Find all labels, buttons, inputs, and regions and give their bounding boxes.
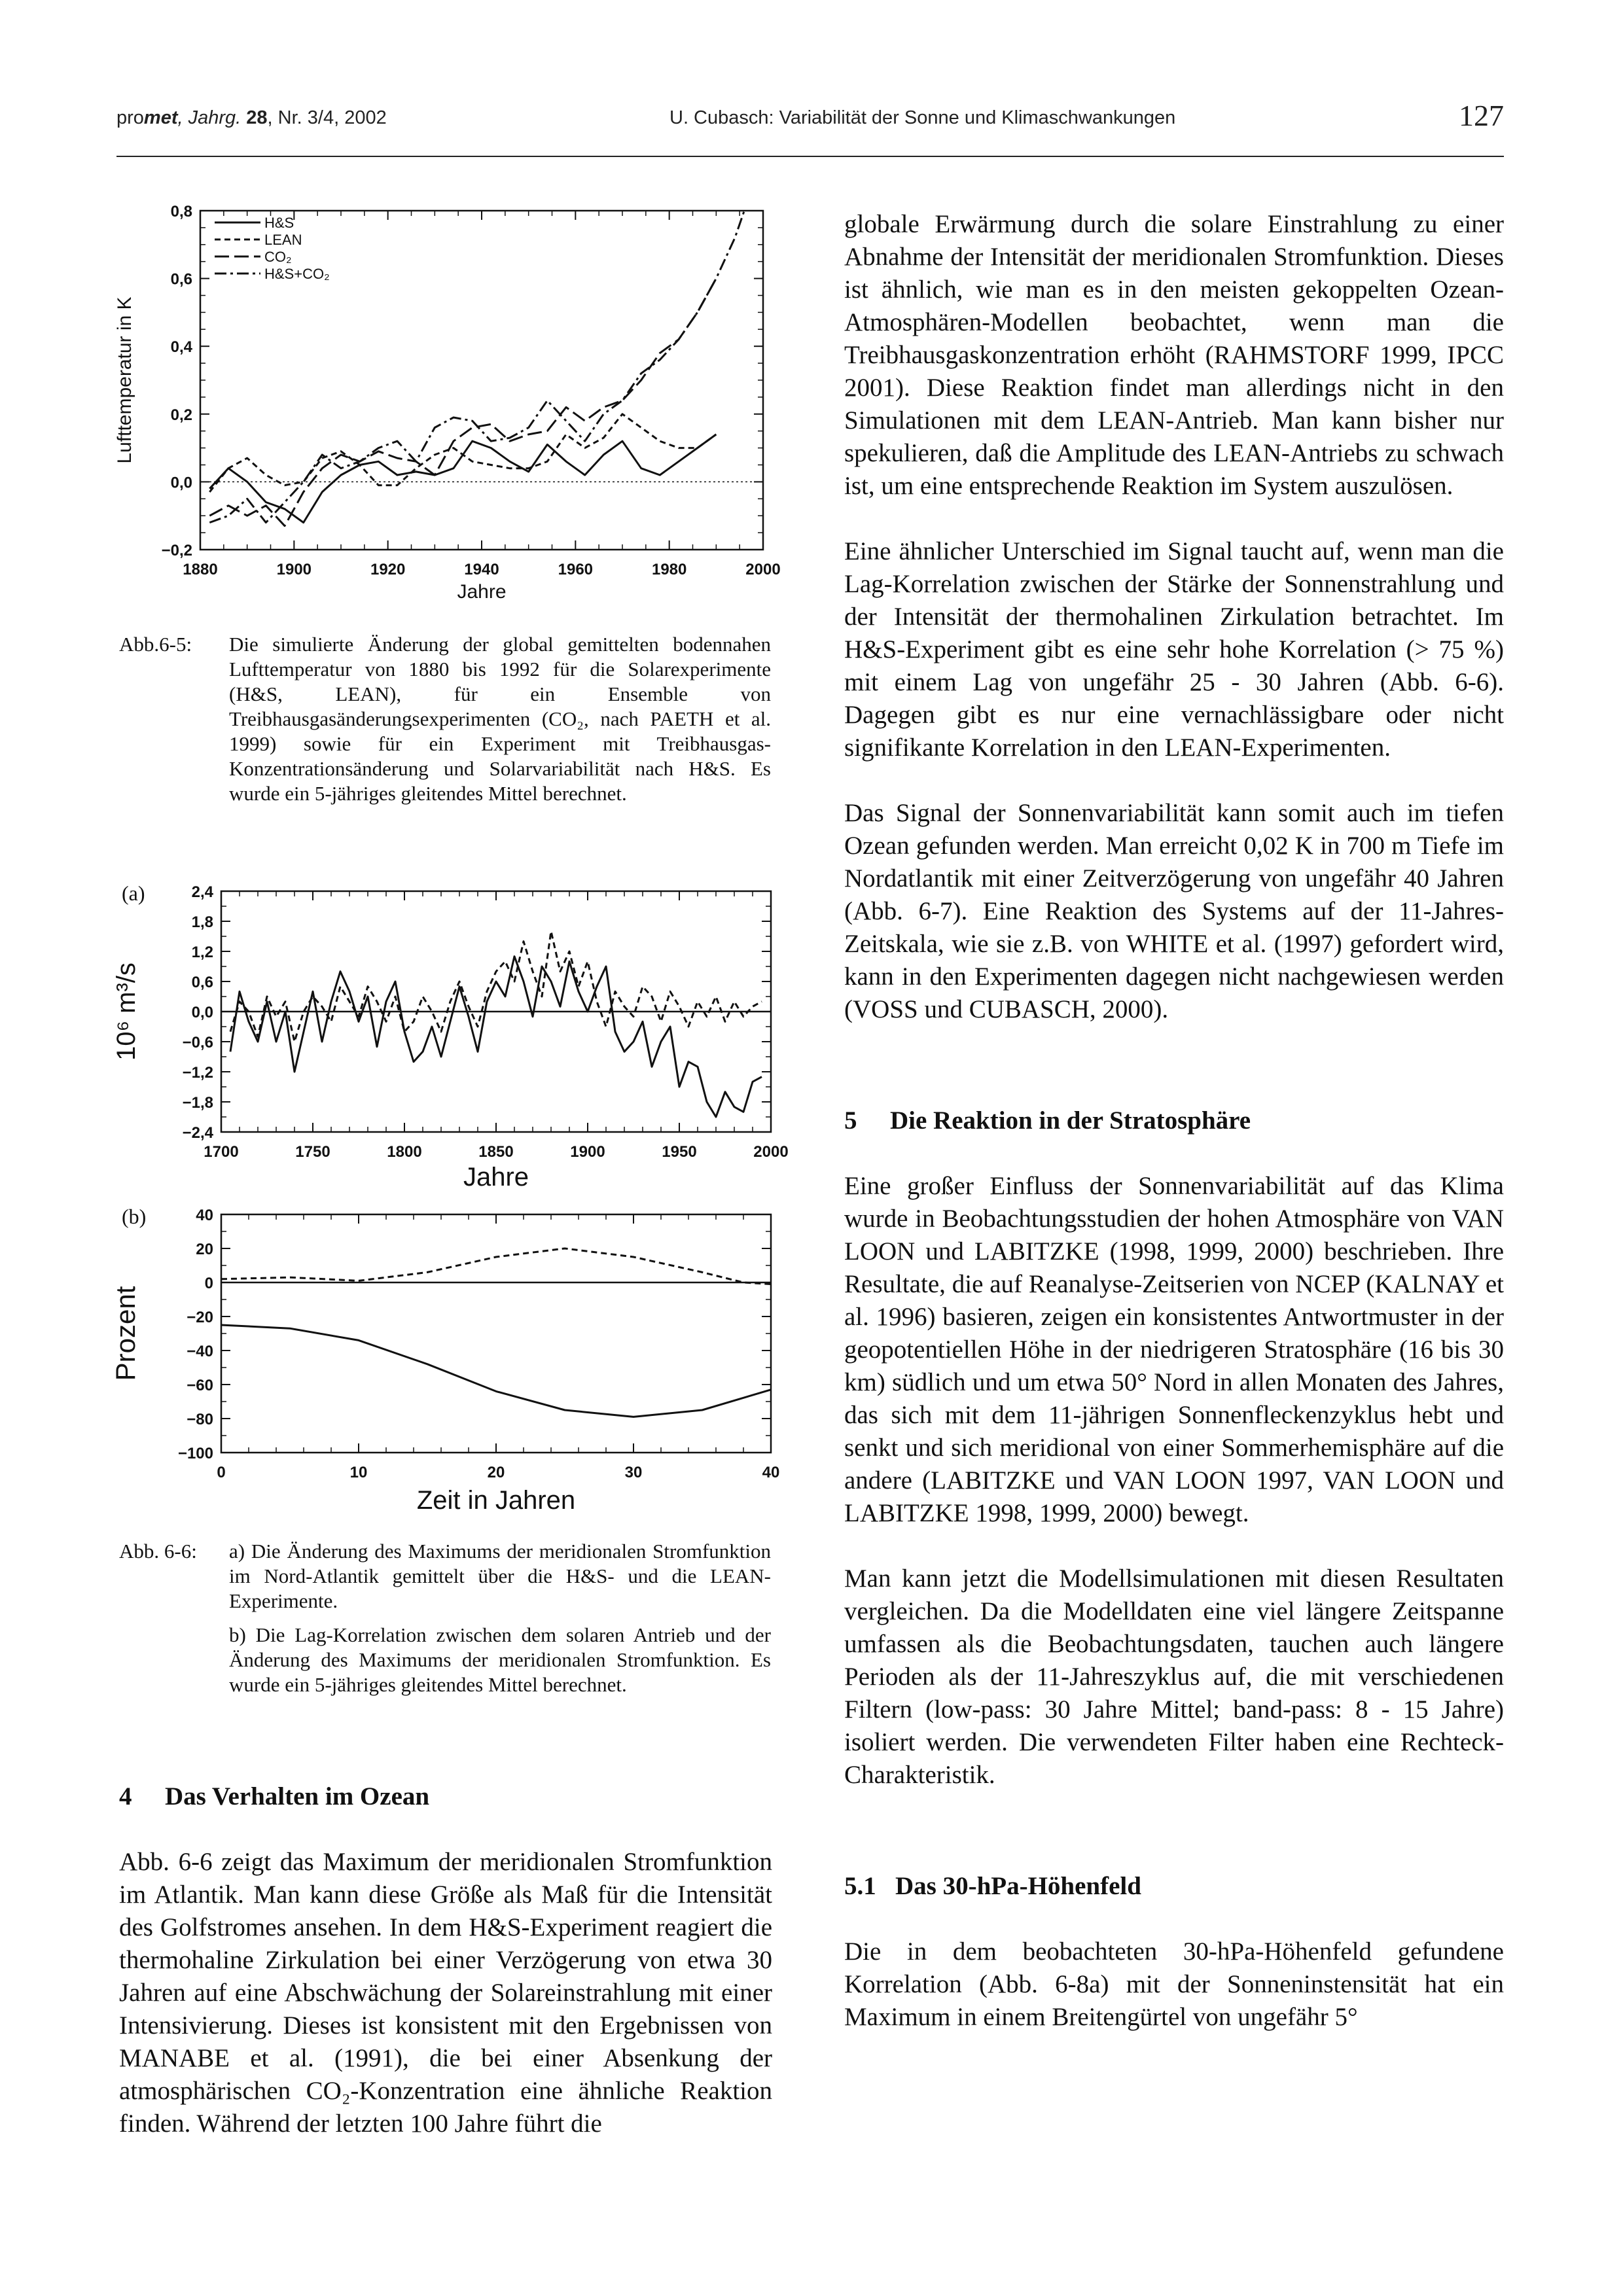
x-tick-label: 1750 <box>295 1143 330 1161</box>
section-heading-4: 4 Das Verhalten im Ozean <box>119 1782 430 1810</box>
page-header <box>116 98 1504 157</box>
y-tick-label: −100 <box>177 1445 213 1462</box>
paragraph: Man kann jetzt die Modellsimulationen mit diesen Resultaten vergleichen. Da die Modelldaten eine viel längere Zeitspanne umfassen als die Beobachtungsdaten, tauchen auch längere Perioden als der 11-Jahreszyklus auf, die mit verschiedenen Filtern (low-pass: 30 Jahre Mittel; band-pass: 8 - 15 Jahre) isoliert werden. Die verwendeten Filter haben eine Rechteck-Charakteristik. <box>844 1564 1504 1789</box>
page-number: 127 <box>1459 99 1504 132</box>
figure-6-5-caption <box>119 632 774 828</box>
y-tick-label: 0 <box>204 1275 213 1292</box>
series-line <box>230 931 762 1042</box>
series-line <box>209 414 716 492</box>
x-tick-label: 10 <box>349 1464 368 1481</box>
x-tick-label: 30 <box>624 1464 643 1481</box>
x-tick-label: 1880 <box>183 561 218 578</box>
caption-label: Abb. 6-6: <box>119 1540 197 1563</box>
y-axis-label: 10⁶ m³/s <box>112 963 141 1061</box>
caption-text-b: b) Die Lag-Korrelation zwischen dem solaren Antrieb und der Änderung des Maximums der meridionalen Stromfunktion. Es wurde ein 5-jähriges gleitendes Mittel berechnet. <box>229 1623 771 1696</box>
series-line <box>221 1248 771 1284</box>
x-tick-label: 2000 <box>745 561 781 578</box>
y-tick-label: 20 <box>196 1241 213 1258</box>
x-tick-label: 40 <box>762 1464 780 1481</box>
x-axis-label: Zeit in Jahren <box>416 1486 576 1515</box>
y-tick-label: −80 <box>187 1411 213 1428</box>
x-tick-label: 1800 <box>387 1143 422 1161</box>
series-line <box>209 434 716 523</box>
x-tick-label: 20 <box>487 1464 505 1481</box>
caption-label: Abb.6-5: <box>119 633 192 656</box>
left-column <box>119 1780 772 2140</box>
plot-frame <box>221 1214 771 1453</box>
y-tick-label: −1,8 <box>182 1094 213 1112</box>
y-tick-label: 0,0 <box>170 474 192 492</box>
y-tick-label: 1,8 <box>191 913 213 931</box>
temperature-chart <box>116 203 797 622</box>
y-tick-label: −20 <box>187 1309 213 1326</box>
paragraph: Die in dem beobachteten 30-hPa-Höhenfeld gefundene Korrelation (Abb. 6-8a) mit der Sonneninstensität hat ein Maximum in einem Breitengürtel von ungefähr 5° <box>844 1937 1504 2031</box>
panel-label: (b) <box>122 1205 147 1228</box>
y-tick-label: 0,6 <box>170 270 192 289</box>
caption-text-a: a) Die Änderung des Maximums der meridionalen Stromfunktion im Nord-Atlantik gemittelt über die H&S- und die LEAN-Experimente. <box>229 1540 771 1612</box>
x-tick-label: 1900 <box>276 561 312 578</box>
caption-text: Die simulierte Änderung der global gemittelten bodennahen Lufttemperatur von 1880 bis 1992 für die Solarexperimente (H&S, LEAN), für ein Ensemble von Treibhausgasänderungsexperimenten (CO₂, nach PAETH et al. 1999) sowie für ein Experiment mit Treibhausgas-Konzentrationsänderung und Solarvariabilität nach H&S. Es wurde ein 5-jähriges gleitendes Mittel berechnet. <box>229 633 771 805</box>
y-tick-label: −2,4 <box>182 1124 213 1142</box>
y-tick-label: −0,2 <box>161 542 192 559</box>
series-line <box>221 1325 771 1417</box>
x-tick-label: 1920 <box>370 561 406 578</box>
lag-correlation-chart <box>110 1197 797 1538</box>
paragraph: globale Erwärmung durch die solare Einstrahlung zu einer Abnahme der Intensität der meridionalen Stromfunktion. Dieses ist ähnlich, wie man es in den meisten gekoppelten Ozean-Atmosphären-Modellen beobachtet, wenn man die Treibhausgaskonzentration erhöht (RAHMSTORF 1999, IPCC 2001). Diese Reaktion findet man allerdings nicht in den Simulationen mit dem LEAN-Antrieb. Man kann bisher nur spekulieren, daß die Amplitude des LEAN-Antriebs zu schwach ist, um eine entsprechende Reaktion im System auszulösen. <box>844 210 1504 500</box>
x-tick-label: 0 <box>217 1464 226 1481</box>
legend-entry: H&S+CO₂ <box>264 266 330 282</box>
paragraph: Eine ähnlicher Unterschied im Signal taucht auf, wenn man die Lag-Korrelation zwischen der Stärke der Sonnenstrahlung und der Intensität der thermohalinen Zirkulation betrachtet. Im H&S-Experiment gibt es eine sehr hohe Korrelation (> 75 %) mit einem Lag von ungefähr 25 - 30 Jahren (Abb. 6-6). Dagegen gibt es nur eine vernachlässigbare oder nicht signifikante Korrelation in den LEAN-Experimenten. <box>844 537 1504 762</box>
figure-6-6b <box>110 1197 797 1538</box>
y-axis-label: Lufttemperatur in K <box>114 296 135 464</box>
panel-label: (a) <box>122 881 145 905</box>
legend-entry: LEAN <box>264 232 302 248</box>
right-column <box>844 208 1504 2034</box>
x-tick-label: 1960 <box>558 561 594 578</box>
y-tick-label: −40 <box>187 1343 213 1360</box>
legend-entry: H&S <box>264 215 294 231</box>
y-tick-label: 0,6 <box>191 974 213 991</box>
y-axis-label: Prozent <box>110 1286 141 1381</box>
y-tick-label: −1,2 <box>182 1064 213 1082</box>
x-tick-label: 1850 <box>478 1143 514 1161</box>
figure-6-6-caption <box>119 1539 774 1735</box>
paragraph: Eine großer Einfluss der Sonnenvariabilität auf das Klima wurde in Beobachtungsstudien der hohen Atmosphäre von VAN LOON und LABITZKE (1998, 1999, 2000) beschrieben. Ihre Resultate, die auf Reanalyse-Zeitserien von NCEP (KALNAY et al. 1996) basieren, zeigen ein konsistentes Antwortmuster in der geopotentiellen Höhe in der niedrigeren Stratosphäre (16 bis 30 km) südlich und um etwa 50° Nord in allen Monaten des Jahres, das sich mit dem 11-jährigen Sonnenfleckenzyklus hebt und senkt und sich meridional von einer Sommerhemisphäre auf die andere (LABITZKE und VAN LOON 1997, VAN LOON und LABITZKE 1998, 1999, 2000) bewegt. <box>844 1172 1504 1527</box>
y-tick-label: −60 <box>187 1377 213 1394</box>
figure-6-6a <box>112 870 797 1197</box>
y-tick-label: 1,2 <box>191 944 213 961</box>
x-tick-label: 1980 <box>651 561 687 578</box>
y-tick-label: 2,4 <box>191 883 213 901</box>
x-tick-label: 2000 <box>753 1143 789 1161</box>
y-tick-label: 0,0 <box>191 1004 213 1021</box>
series-line <box>230 957 762 1117</box>
paragraph: Das Signal der Sonnenvariabilität kann somit auch im tiefen Ozean gefunden werden. Man erreicht 0,02 K in 700 m Tiefe im Nordatlantik mit einer Zeitverzögerung von ungefähr 40 Jahren (Abb. 6-7). Eine Reaktion des Systems auf der 11-Jahres-Zeitskala, wie sie z.B. von WHITE et al. (1997) gefordert wird, kann in den Experimenten dagegen nicht nachgewiesen werden (VOSS und CUBASCH, 2000). <box>844 799 1504 1023</box>
y-tick-label: 40 <box>196 1207 213 1224</box>
legend-entry: CO₂ <box>264 249 292 265</box>
y-tick-label: −0,6 <box>182 1034 213 1051</box>
section-heading-5-1: 5.1 Das 30-hPa-Höhenfeld <box>844 1872 1141 1900</box>
figure-6-5 <box>116 203 797 622</box>
y-tick-label: 0,8 <box>170 203 192 221</box>
x-axis-label: Jahre <box>457 581 507 603</box>
running-title: U. Cubasch: Variabilität der Sonne und Klimaschwankungen <box>669 107 1176 128</box>
x-tick-label: 1940 <box>464 561 499 578</box>
x-tick-label: 1900 <box>570 1143 605 1161</box>
x-tick-label: 1700 <box>204 1143 239 1161</box>
series-line <box>209 279 716 526</box>
journal-info: promet, Jahrg. 28, Nr. 3/4, 2002 <box>116 107 387 128</box>
x-axis-label: Jahre <box>463 1163 529 1192</box>
y-tick-label: 0,2 <box>170 406 192 424</box>
streamfunction-chart <box>112 870 797 1197</box>
paragraph: Abb. 6-6 zeigt das Maximum der meridionalen Stromfunktion im Atlantik. Man kann diese Größe als Maß für die Intensität des Golfstromes ansehen. In dem H&S-Experiment reagiert die thermohaline Zirkulation bei einer Verzögerung von etwa 30 Jahren auf eine Abschwächung der Solareinstrahlung mit einer Intensivierung. Dieses ist konsistent mit den Ergebnissen von MANABE et al. (1991), die bei einer Absenkung der atmosphärischen CO₂-Konzentration eine ähnliche Reaktion finden. Während der letzten 100 Jahre führt die <box>119 1848 772 2138</box>
section-heading-5: 5 Die Reaktion in der Stratosphäre <box>844 1106 1251 1135</box>
x-tick-label: 1950 <box>662 1143 697 1161</box>
y-tick-label: 0,4 <box>170 338 192 357</box>
